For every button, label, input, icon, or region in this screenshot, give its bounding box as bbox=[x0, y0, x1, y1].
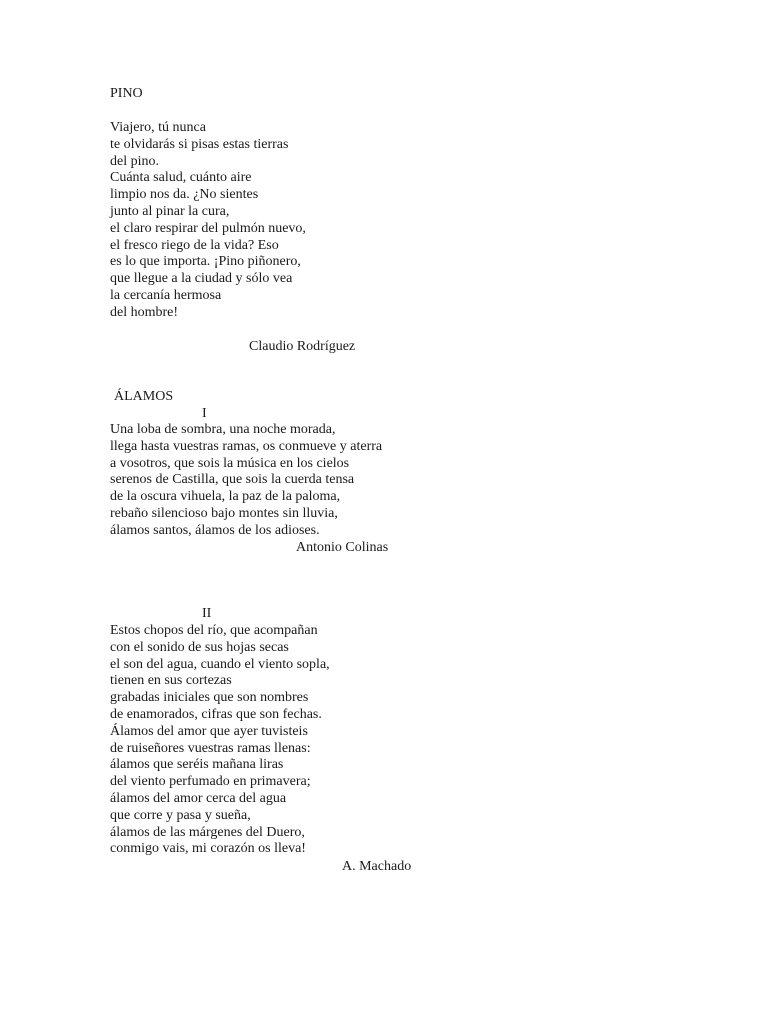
poem-line: de ruiseñores vuestras ramas llenas: bbox=[110, 740, 311, 756]
poem-line: a vosotros, que sois la música en los cielos bbox=[110, 455, 350, 471]
poem-line: el fresco riego de la vida? Eso bbox=[110, 237, 279, 253]
poem-line: álamos que seréis mañana liras bbox=[110, 757, 284, 773]
poem-line: Cuánta salud, cuánto aire bbox=[110, 170, 252, 186]
poem-line: álamos de las márgenes del Duero, bbox=[110, 824, 305, 840]
poem-line: tienen en sus cortezas bbox=[110, 673, 232, 689]
poem-line: limpio nos da. ¿No sientes bbox=[110, 187, 259, 203]
poem-line: del pino. bbox=[110, 153, 159, 169]
poem-line: conmigo vais, mi corazón os lleva! bbox=[110, 841, 306, 857]
poem-title-alamos: ÁLAMOS bbox=[114, 389, 174, 404]
poem-line: Estos chopos del río, que acompañan bbox=[110, 623, 318, 638]
poem-author-pino: Claudio Rodríguez bbox=[249, 339, 356, 354]
poem-line: de enamorados, cifras que son fechas. bbox=[110, 706, 322, 722]
section-number-1: I bbox=[202, 406, 207, 421]
poem-line: grabadas iniciales que son nombres bbox=[110, 690, 309, 706]
poem-line: álamos del amor cerca del agua bbox=[110, 790, 287, 806]
poem-line: de la oscura vihuela, la paz de la paloma, bbox=[110, 489, 341, 505]
poem-line: te olvidarás si pisas estas tierras bbox=[110, 136, 289, 152]
poem-line: del viento perfumado en primavera; bbox=[110, 774, 311, 790]
poem-line: es lo que importa. ¡Pino piñonero, bbox=[110, 254, 301, 270]
poem-body-alamos-2 bbox=[110, 623, 670, 858]
poem-line: rebaño silencioso bajo montes sin lluvia, bbox=[110, 505, 338, 521]
poem-line: la cercanía hermosa bbox=[110, 287, 222, 303]
poem-line: Una loba de sombra, una noche morada, bbox=[110, 422, 336, 437]
poem-line: el son del agua, cuando el viento sopla, bbox=[110, 656, 330, 672]
poem-line: el claro respirar del pulmón nuevo, bbox=[110, 220, 306, 236]
poem-author-alamos-1: Antonio Colinas bbox=[296, 540, 389, 555]
poem-line: junto al pinar la cura, bbox=[110, 203, 230, 219]
poem-line: del hombre! bbox=[110, 304, 179, 320]
poem-line: llega hasta vuestras ramas, os conmueve y aterra bbox=[110, 438, 383, 454]
poem-author-alamos-2: A. Machado bbox=[342, 859, 412, 874]
poem-line: que corre y pasa y sueña, bbox=[110, 807, 251, 823]
poem-line: álamos santos, álamos de los adioses. bbox=[110, 522, 320, 538]
poem-line: con el sonido de sus hojas secas bbox=[110, 639, 289, 655]
poem-line: que llegue a la ciudad y sólo vea bbox=[110, 271, 293, 287]
poem-line: Viajero, tú nunca bbox=[110, 120, 206, 135]
poem-body-alamos-1 bbox=[110, 422, 670, 540]
poem-line: serenos de Castilla, que sois la cuerda tensa bbox=[110, 472, 355, 488]
section-number-2: II bbox=[202, 606, 212, 621]
poem-line: Álamos del amor que ayer tuvisteis bbox=[110, 723, 308, 739]
poem-body-pino bbox=[110, 120, 670, 322]
poem-title-pino: PINO bbox=[110, 86, 143, 101]
